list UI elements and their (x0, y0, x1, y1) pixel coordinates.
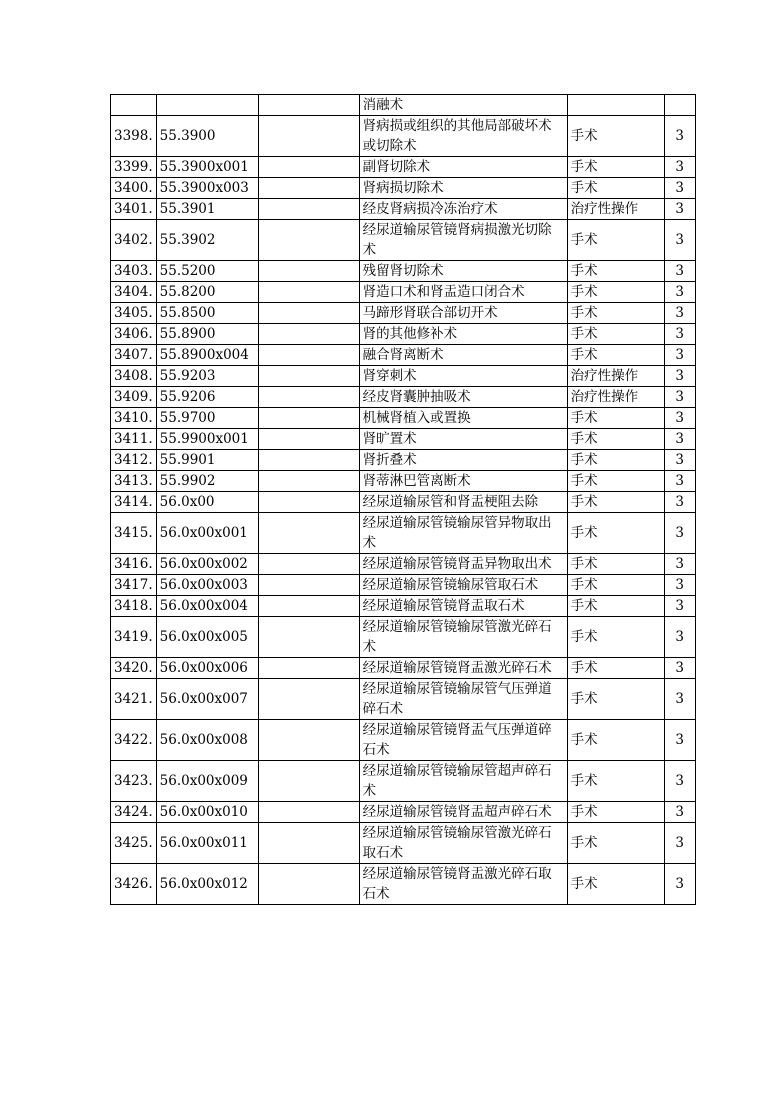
row-seq-cell: 3406. (111, 324, 157, 345)
procedure-table-body (111, 95, 696, 905)
row-seq-cell: 3418. (111, 596, 157, 617)
row-code-cell (156, 95, 258, 116)
row-blank-cell (258, 408, 359, 429)
row-seq-cell: 3417. (111, 575, 157, 596)
row-code-cell: 55.3902 (156, 220, 258, 261)
row-seq-cell: 3425. (111, 823, 157, 864)
row-seq-cell: 3412. (111, 450, 157, 471)
row-code-cell: 56.0x00x009 (156, 761, 258, 802)
row-level-cell: 3 (664, 345, 695, 366)
row-level-cell: 3 (664, 199, 695, 220)
row-level-cell: 3 (664, 324, 695, 345)
row-name-cell: 经尿道输尿管镜肾盂气压弹道碎石术 (359, 720, 567, 761)
table-row (111, 823, 696, 864)
row-category-cell: 手术 (567, 823, 664, 864)
row-level-cell: 3 (664, 761, 695, 802)
row-blank-cell (258, 324, 359, 345)
row-category-cell: 手术 (567, 303, 664, 324)
row-blank-cell (258, 596, 359, 617)
row-code-cell: 56.0x00x004 (156, 596, 258, 617)
row-code-cell: 55.9206 (156, 387, 258, 408)
row-blank-cell (258, 157, 359, 178)
table-row (111, 116, 696, 157)
table-row (111, 345, 696, 366)
row-seq-cell: 3414. (111, 492, 157, 513)
table-row (111, 617, 696, 658)
row-blank-cell (258, 282, 359, 303)
row-category-cell: 手术 (567, 617, 664, 658)
table-row (111, 220, 696, 261)
row-category-cell: 手术 (567, 429, 664, 450)
row-name-cell: 机械肾植入或置换 (359, 408, 567, 429)
row-name-cell: 马蹄形肾联合部切开术 (359, 303, 567, 324)
table-row (111, 282, 696, 303)
row-level-cell: 3 (664, 492, 695, 513)
row-code-cell: 55.9900x001 (156, 429, 258, 450)
row-code-cell: 55.9902 (156, 471, 258, 492)
table-row (111, 324, 696, 345)
row-level-cell: 3 (664, 802, 695, 823)
row-category-cell: 手术 (567, 282, 664, 303)
row-code-cell: 56.0x00x001 (156, 513, 258, 554)
table-row (111, 199, 696, 220)
row-blank-cell (258, 864, 359, 905)
row-level-cell: 3 (664, 408, 695, 429)
row-category-cell: 治疗性操作 (567, 199, 664, 220)
row-seq-cell: 3416. (111, 554, 157, 575)
row-seq-cell: 3424. (111, 802, 157, 823)
row-name-cell: 肾旷置术 (359, 429, 567, 450)
row-code-cell: 56.0x00x002 (156, 554, 258, 575)
row-level-cell: 3 (664, 617, 695, 658)
row-seq-cell: 3408. (111, 366, 157, 387)
row-blank-cell (258, 261, 359, 282)
row-seq-cell: 3398. (111, 116, 157, 157)
row-name-cell: 肾病损切除术 (359, 178, 567, 199)
row-seq-cell: 3409. (111, 387, 157, 408)
row-name-cell: 残留肾切除术 (359, 261, 567, 282)
row-name-cell: 经尿道输尿管镜输尿管超声碎石术 (359, 761, 567, 802)
row-level-cell: 3 (664, 450, 695, 471)
table-row (111, 596, 696, 617)
table-row (111, 366, 696, 387)
row-blank-cell (258, 95, 359, 116)
row-level-cell: 3 (664, 157, 695, 178)
row-name-cell: 消融术 (359, 95, 567, 116)
row-level-cell: 3 (664, 282, 695, 303)
row-level-cell: 3 (664, 864, 695, 905)
table-row (111, 408, 696, 429)
row-level-cell: 3 (664, 575, 695, 596)
row-name-cell: 经尿道输尿管镜输尿管取石术 (359, 575, 567, 596)
row-code-cell: 56.0x00 (156, 492, 258, 513)
row-name-cell: 经尿道输尿管镜肾盂取石术 (359, 596, 567, 617)
row-category-cell: 治疗性操作 (567, 366, 664, 387)
row-seq-cell: 3410. (111, 408, 157, 429)
row-level-cell: 3 (664, 366, 695, 387)
row-seq-cell: 3400. (111, 178, 157, 199)
row-code-cell: 56.0x00x003 (156, 575, 258, 596)
row-category-cell: 手术 (567, 345, 664, 366)
row-name-cell: 经尿道输尿管镜肾盂激光碎石术 (359, 658, 567, 679)
table-row (111, 864, 696, 905)
row-category-cell: 手术 (567, 220, 664, 261)
row-level-cell: 3 (664, 823, 695, 864)
row-level-cell: 3 (664, 720, 695, 761)
row-category-cell: 手术 (567, 116, 664, 157)
row-seq-cell: 3413. (111, 471, 157, 492)
row-category-cell: 手术 (567, 513, 664, 554)
row-code-cell: 55.9700 (156, 408, 258, 429)
row-category-cell: 手术 (567, 492, 664, 513)
row-name-cell: 经尿道输尿管镜肾病损激光切除术 (359, 220, 567, 261)
row-seq-cell: 3404. (111, 282, 157, 303)
row-level-cell: 3 (664, 554, 695, 575)
row-blank-cell (258, 658, 359, 679)
row-category-cell: 手术 (567, 658, 664, 679)
row-level-cell: 3 (664, 658, 695, 679)
row-blank-cell (258, 554, 359, 575)
row-blank-cell (258, 617, 359, 658)
table-row (111, 720, 696, 761)
row-blank-cell (258, 720, 359, 761)
row-seq-cell: 3423. (111, 761, 157, 802)
row-seq-cell: 3411. (111, 429, 157, 450)
row-blank-cell (258, 387, 359, 408)
row-level-cell (664, 95, 695, 116)
row-name-cell: 经皮肾囊肿抽吸术 (359, 387, 567, 408)
table-row (111, 554, 696, 575)
row-name-cell: 经尿道输尿管镜输尿管激光碎石术 (359, 617, 567, 658)
row-blank-cell (258, 366, 359, 387)
row-category-cell: 治疗性操作 (567, 387, 664, 408)
row-code-cell: 55.3900x003 (156, 178, 258, 199)
row-code-cell: 55.3901 (156, 199, 258, 220)
row-seq-cell: 3421. (111, 679, 157, 720)
row-name-cell: 副肾切除术 (359, 157, 567, 178)
table-row (111, 802, 696, 823)
row-seq-cell: 3415. (111, 513, 157, 554)
row-category-cell: 手术 (567, 554, 664, 575)
row-code-cell: 56.0x00x005 (156, 617, 258, 658)
row-name-cell: 融合肾离断术 (359, 345, 567, 366)
row-code-cell: 55.3900x001 (156, 157, 258, 178)
row-category-cell: 手术 (567, 471, 664, 492)
row-name-cell: 经尿道输尿管镜肾盂超声碎石术 (359, 802, 567, 823)
row-name-cell: 经尿道输尿管镜肾盂激光碎石取石术 (359, 864, 567, 905)
table-row (111, 513, 696, 554)
row-blank-cell (258, 471, 359, 492)
row-blank-cell (258, 492, 359, 513)
row-level-cell: 3 (664, 596, 695, 617)
row-seq-cell: 3420. (111, 658, 157, 679)
row-category-cell: 手术 (567, 596, 664, 617)
row-name-cell: 经尿道输尿管镜肾盂异物取出术 (359, 554, 567, 575)
table-row (111, 679, 696, 720)
row-code-cell: 55.8500 (156, 303, 258, 324)
row-code-cell: 55.9203 (156, 366, 258, 387)
row-seq-cell: 3402. (111, 220, 157, 261)
row-seq-cell: 3405. (111, 303, 157, 324)
row-code-cell: 55.9901 (156, 450, 258, 471)
procedure-table (110, 94, 696, 905)
row-category-cell: 手术 (567, 157, 664, 178)
row-code-cell: 56.0x00x010 (156, 802, 258, 823)
row-name-cell: 经尿道输尿管和肾盂梗阻去除 (359, 492, 567, 513)
row-blank-cell (258, 178, 359, 199)
row-category-cell: 手术 (567, 178, 664, 199)
table-row (111, 658, 696, 679)
row-level-cell: 3 (664, 220, 695, 261)
table-row (111, 429, 696, 450)
table-row (111, 492, 696, 513)
row-category-cell: 手术 (567, 720, 664, 761)
row-name-cell: 肾的其他修补术 (359, 324, 567, 345)
row-blank-cell (258, 220, 359, 261)
row-category-cell: 手术 (567, 761, 664, 802)
row-blank-cell (258, 303, 359, 324)
table-row (111, 95, 696, 116)
row-seq-cell: 3401. (111, 199, 157, 220)
row-name-cell: 肾造口术和肾盂造口闭合术 (359, 282, 567, 303)
row-seq-cell: 3419. (111, 617, 157, 658)
row-name-cell: 肾穿刺术 (359, 366, 567, 387)
row-name-cell: 经尿道输尿管镜输尿管激光碎石取石术 (359, 823, 567, 864)
row-category-cell: 手术 (567, 679, 664, 720)
table-row (111, 261, 696, 282)
table-row (111, 387, 696, 408)
row-blank-cell (258, 429, 359, 450)
row-seq-cell: 3407. (111, 345, 157, 366)
row-name-cell: 肾蒂淋巴管离断术 (359, 471, 567, 492)
row-seq-cell (111, 95, 157, 116)
row-level-cell: 3 (664, 679, 695, 720)
row-seq-cell: 3422. (111, 720, 157, 761)
row-blank-cell (258, 345, 359, 366)
row-code-cell: 56.0x00x007 (156, 679, 258, 720)
row-level-cell: 3 (664, 116, 695, 157)
row-code-cell: 55.8900 (156, 324, 258, 345)
row-category-cell: 手术 (567, 450, 664, 471)
row-category-cell: 手术 (567, 324, 664, 345)
table-row (111, 471, 696, 492)
row-blank-cell (258, 802, 359, 823)
row-category-cell: 手术 (567, 261, 664, 282)
table-row (111, 575, 696, 596)
row-name-cell: 经尿道输尿管镜输尿管异物取出术 (359, 513, 567, 554)
row-name-cell: 肾折叠术 (359, 450, 567, 471)
table-row (111, 303, 696, 324)
row-level-cell: 3 (664, 513, 695, 554)
row-name-cell: 肾病损或组织的其他局部破坏术或切除术 (359, 116, 567, 157)
row-code-cell: 56.0x00x006 (156, 658, 258, 679)
row-name-cell: 经皮肾病损冷冻治疗术 (359, 199, 567, 220)
row-blank-cell (258, 450, 359, 471)
row-category-cell: 手术 (567, 864, 664, 905)
table-row (111, 178, 696, 199)
row-level-cell: 3 (664, 261, 695, 282)
row-code-cell: 56.0x00x008 (156, 720, 258, 761)
row-level-cell: 3 (664, 471, 695, 492)
row-seq-cell: 3426. (111, 864, 157, 905)
row-blank-cell (258, 513, 359, 554)
row-blank-cell (258, 679, 359, 720)
row-name-cell: 经尿道输尿管镜输尿管气压弹道碎石术 (359, 679, 567, 720)
table-row (111, 450, 696, 471)
row-blank-cell (258, 575, 359, 596)
table-row (111, 157, 696, 178)
row-blank-cell (258, 116, 359, 157)
row-category-cell: 手术 (567, 802, 664, 823)
row-code-cell: 56.0x00x011 (156, 823, 258, 864)
row-category-cell: 手术 (567, 575, 664, 596)
row-level-cell: 3 (664, 387, 695, 408)
row-code-cell: 55.8900x004 (156, 345, 258, 366)
table-row (111, 761, 696, 802)
row-blank-cell (258, 823, 359, 864)
row-seq-cell: 3399. (111, 157, 157, 178)
row-level-cell: 3 (664, 303, 695, 324)
row-category-cell: 手术 (567, 408, 664, 429)
row-code-cell: 55.3900 (156, 116, 258, 157)
row-code-cell: 56.0x00x012 (156, 864, 258, 905)
row-blank-cell (258, 199, 359, 220)
row-code-cell: 55.8200 (156, 282, 258, 303)
row-seq-cell: 3403. (111, 261, 157, 282)
row-code-cell: 55.5200 (156, 261, 258, 282)
row-blank-cell (258, 761, 359, 802)
row-level-cell: 3 (664, 429, 695, 450)
row-level-cell: 3 (664, 178, 695, 199)
row-category-cell (567, 95, 664, 116)
